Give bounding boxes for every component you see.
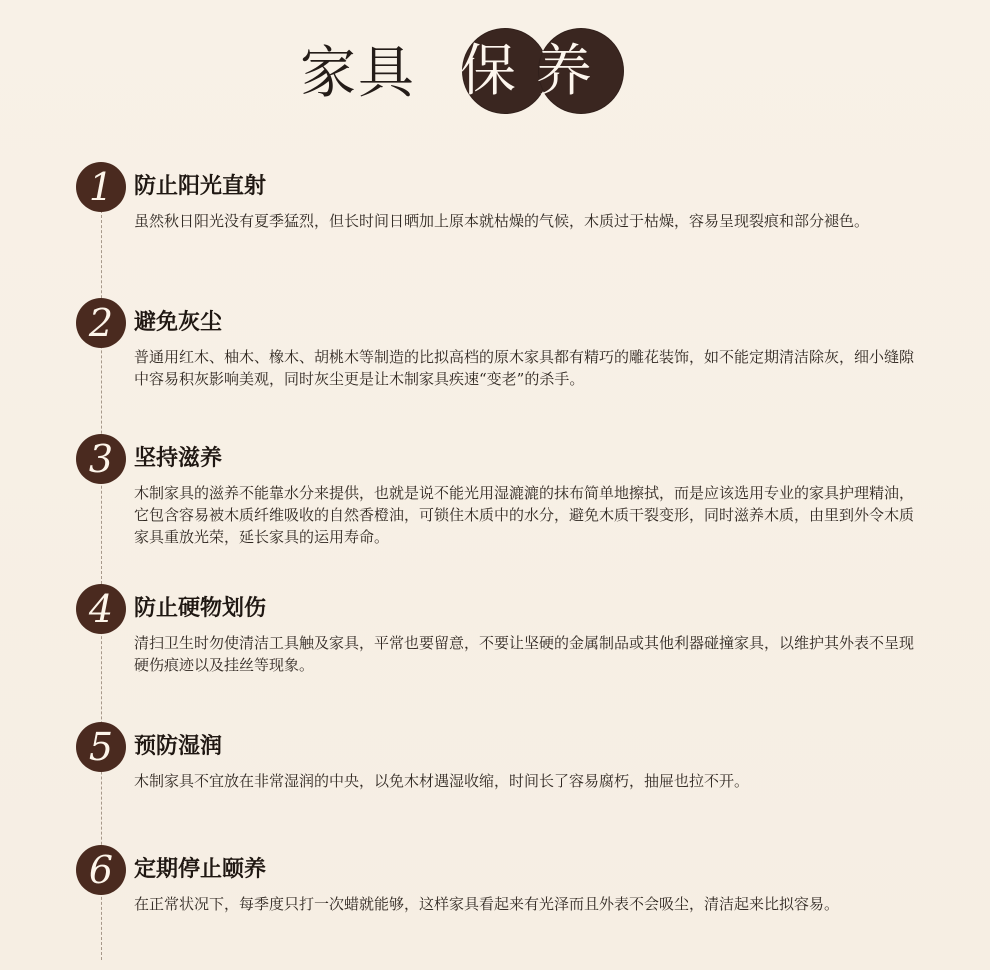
section-body: 在正常状况下，每季度只打一次蜡就能够，这样家具看起来有光泽而且外表不会吸尘，清洁起来比拟容易。 <box>134 895 840 913</box>
title-emphasis-text: 保养 <box>460 39 612 104</box>
section-body: 木制家具的滋养不能靠水分来提供，也就是说不能光用湿漉漉的抹布简单地擦拭，而是应该选用专业的家具护理精油，它包含容易被木质纤维吸收的自然香橙油，可锁住木质中的水分，避免木质干裂变形，同时滋养木质，由里到外令木质家具重放光荣，延长家具的运用寿命。 <box>134 484 915 546</box>
title-plain-text: 家具 <box>300 41 416 106</box>
section-body: 普通用红木、柚木、橡木、胡桃木等制造的比拟高档的原木家具都有精巧的雕花装饰，如不能定期清洁除灰，细小缝隙中容易积灰影响美观，同时灰尘更是让木制家具疾速“变老”的杀手。 <box>134 348 915 388</box>
section-number-badge: 4 <box>76 584 126 634</box>
section-title: 防止阳光直射 <box>134 173 267 199</box>
section-number-badge: 5 <box>76 722 126 772</box>
section-title: 防止硬物划伤 <box>134 595 267 621</box>
section-title: 定期停止颐养 <box>134 856 267 882</box>
section-body: 虽然秋日阳光没有夏季猛烈，但长时间日晒加上原本就枯燥的气候，木质过于枯燥，容易呈现裂痕和部分褪色。 <box>134 212 870 230</box>
section-number-badge: 2 <box>76 298 126 348</box>
page-title <box>300 20 720 116</box>
section-body: 清扫卫生时勿使清洁工具触及家具，平常也要留意，不要让坚硬的金属制品或其他利器碰撞家具，以维护其外表不呈现硬伤痕迹以及挂丝等现象。 <box>134 634 915 674</box>
section-title: 坚持滋养 <box>134 445 223 471</box>
section-title: 预防湿润 <box>134 733 223 759</box>
section-number-badge: 6 <box>76 845 126 895</box>
section-number-badge: 1 <box>76 162 126 212</box>
section-body: 木制家具不宜放在非常湿润的中央，以免木材遇湿收缩，时间长了容易腐朽，抽屉也拉不开。 <box>134 772 750 790</box>
section-number-badge: 3 <box>76 434 126 484</box>
section-title: 避免灰尘 <box>134 309 223 335</box>
